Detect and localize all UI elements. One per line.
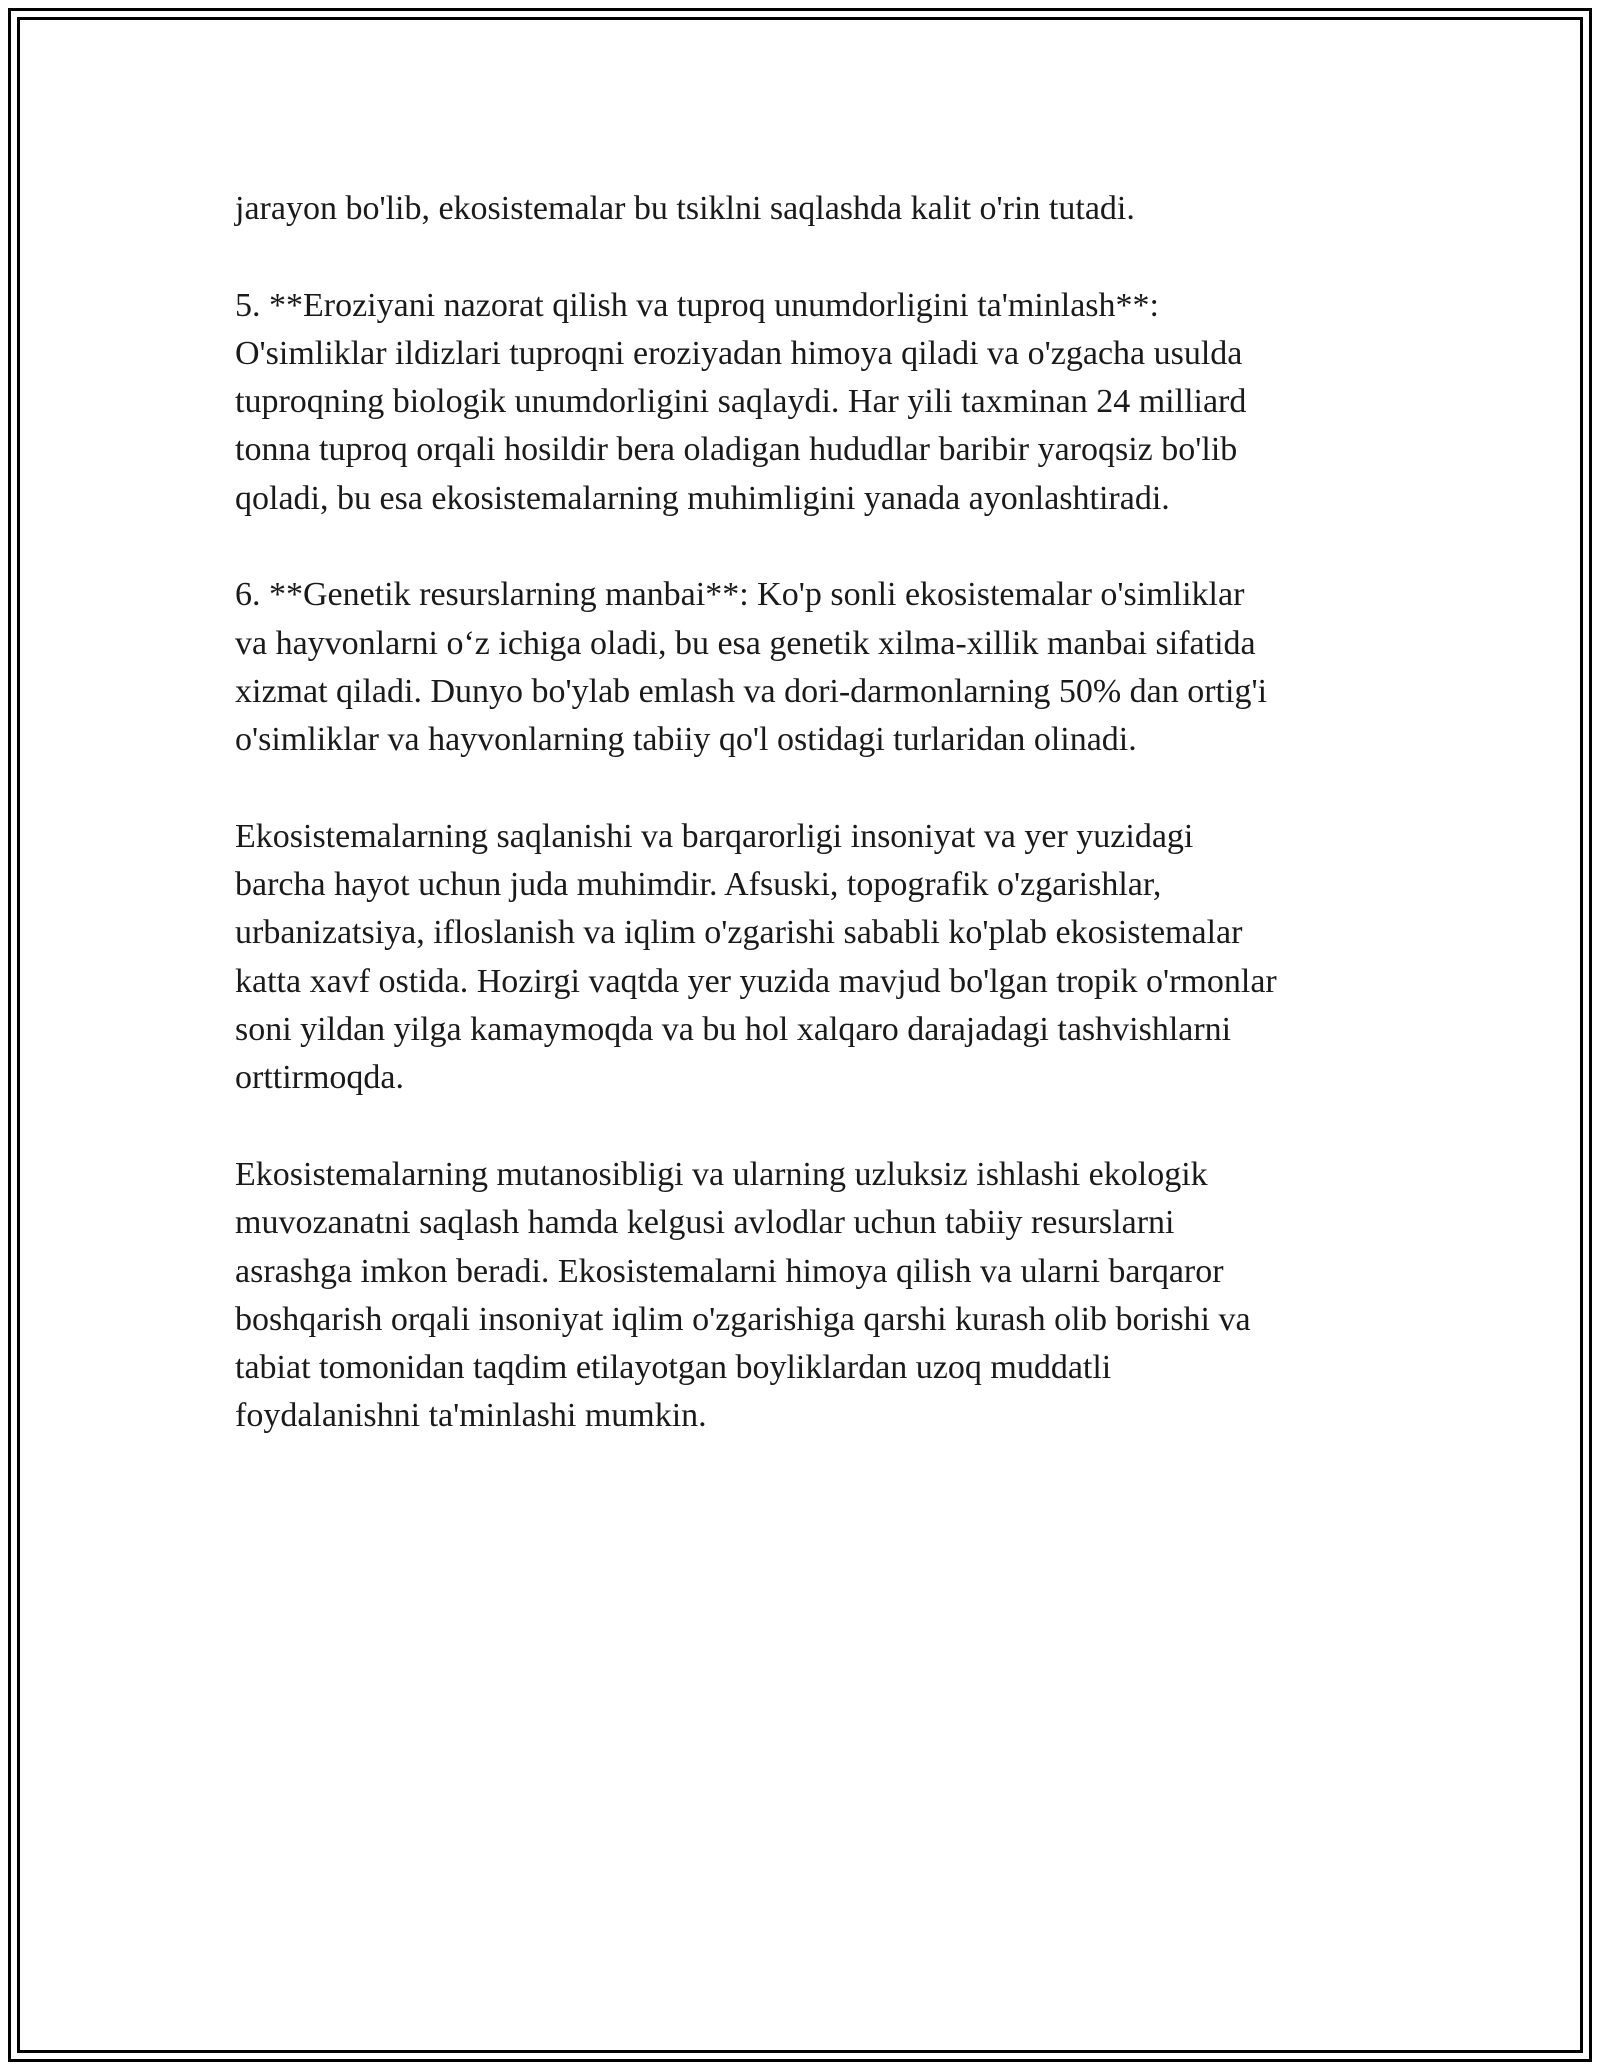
paragraph-genetic-resources: 6. **Genetik resurslarning manbai**: Ko'p sonli ekosistemalar o'simliklar va hayvonlarni o‘z ichiga oladi, bu esa genetik xilma-xillik manbai sifatida xizmat qiladi. Dunyo bo'ylab emlash va dori-darmonlarning 50% dan ortig'i o'simliklar va hayvonlarning tabiiy qo'l ostidagi turlaridan olinadi. (235, 576, 1268, 759)
document-body (235, 185, 1385, 1489)
paragraph-erosion-control: 5. **Eroziyani nazorat qilish va tuproq unumdorligini ta'minlash**: O'simliklar ildizlari tuproqni eroziyadan himoya qiladi va o'zgacha usulda tuproqning biologik unumdorligini saqlaydi. Har yili taxminan 24 milliard tonna tuproq orqali hosildir bera oladigan hududlar baribir yaroqsiz bo'lib qoladi, bu esa ekosistemalarning muhimligini yanada ayonlashtiradi. (235, 286, 1247, 517)
paragraph-ecosystem-threats: Ekosistemalarning saqlanishi va barqarorligi insoniyat va yer yuzidagi barcha hayot uchun juda muhimdir. Afsuski, topografik o'zgarishlar, urbanizatsiya, ifloslanish va iqlim o'zgarishi sababli ko'plab ekosistemalar katta xavf ostida. Hozirgi vaqtda yer yuzida mavjud bo'lgan tropik o'rmonlar soni yildan yilga kamaymoqda va bu hol xalqaro darajadagi tashvishlarni orttirmoqda. (235, 817, 1277, 1097)
paragraph-conclusion: Ekosistemalarning mutanosibligi va ularning uzluksiz ishlashi ekologik muvozanatni saqlash hamda kelgusi avlodlar uchun tabiiy resurslarni asrashga imkon beradi. Ekosistemalarni himoya qilish va ularni barqaror boshqarish orqali insoniyat iqlim o'zgarishiga qarshi kurash olib borishi va tabiat tomonidan taqdim etilayotgan boyliklardan uzoq muddatli foydalanishni ta'minlashi mumkin. (235, 1155, 1251, 1435)
paragraph-continuation: jarayon bo'lib, ekosistemalar bu tsiklni saqlashda kalit o'rin tutadi. (235, 190, 1135, 227)
